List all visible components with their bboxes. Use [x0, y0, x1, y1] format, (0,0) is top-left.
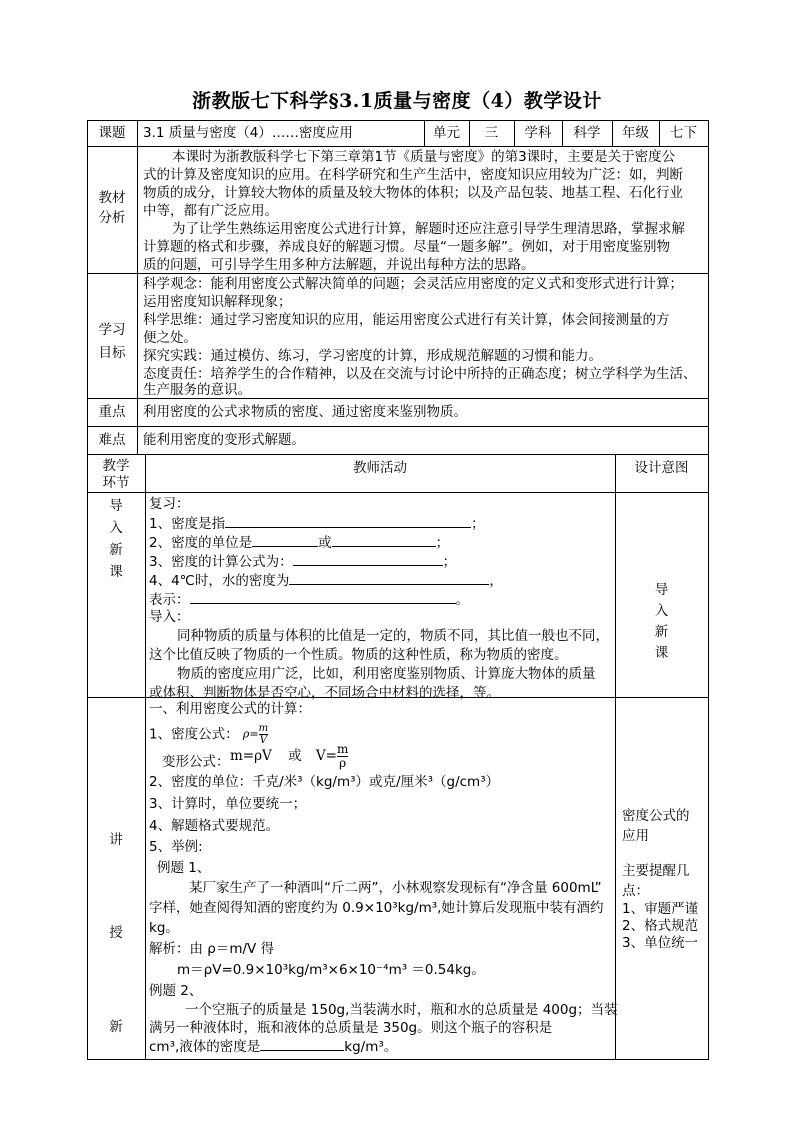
lead-line: 同种物质的质量与体积的比值是一定的，物质不同，其比值一般也不同，	[177, 628, 609, 644]
objectives-label-line1: 学习	[98, 322, 126, 338]
example1-title: 例题 1、	[157, 860, 211, 876]
objective-line: 便之处。	[143, 330, 197, 346]
analysis-line: 中等，都有广泛应用。	[143, 203, 278, 219]
intro-intent-char: 新	[654, 624, 669, 640]
intent-header: 设计意图	[634, 460, 689, 476]
analysis-line: 质的问题，可引导学生用多种方法解题，并说出每种方法的思路。	[143, 257, 535, 273]
unit-value: 三	[484, 125, 499, 141]
topic-label: 课题	[98, 125, 126, 141]
lecture-stage-char: 讲	[109, 832, 123, 848]
intro-intent-char: 导	[654, 582, 669, 598]
objectives-label-line2: 目标	[98, 345, 126, 361]
intro-intent-char: 课	[654, 645, 669, 661]
key-point-label: 重点	[98, 404, 126, 420]
analysis-label-line1: 教材	[98, 190, 126, 206]
intro-stage-char: 入	[109, 520, 123, 536]
objective-line: 态度责任：培养学生的合作精神，以及在交流与讨论中所持的正确态度；树立学科学为生活、	[143, 366, 697, 382]
analysis-line: 为了让学生熟练运用密度公式进行计算，解题时还应注意引导学生理清思路，掌握求解	[172, 221, 685, 237]
lecture-intent-line: 密度公式的	[622, 808, 690, 824]
note-line: 4、解题格式要规范。	[149, 818, 280, 834]
lead-line: 或体积、判断物体是否空心，不同场合中材料的选择，等。	[149, 685, 500, 701]
objective-line: 生产服务的意识。	[143, 382, 251, 398]
volume-fraction: $\frac{m}{\rho}$	[336, 742, 349, 770]
review-q3: 3、密度的计算公式为： ；	[149, 551, 456, 572]
solution-line: 解析：由 ρ＝m/V 得	[149, 941, 275, 957]
unit-label: 单元	[433, 125, 460, 141]
review-q4: 4、4℃时，水的密度为 ，	[149, 570, 503, 591]
lecture-intent-line: 应用	[622, 828, 649, 844]
intro-stage-char: 新	[109, 542, 123, 558]
stage-header-line1: 教学	[102, 458, 130, 474]
lead-line: 物质的密度应用广泛，比如，利用密度鉴别物质、计算庞大物体的质量	[177, 666, 596, 682]
difficulty-text: 能利用密度的变形式解题。	[143, 432, 305, 448]
review-q5: 表示： 。	[149, 589, 469, 610]
variant-formula: m=ρV 或 V= $\frac{m}{\rho}$	[230, 742, 349, 770]
grade-label: 年级	[622, 125, 649, 141]
remind-line: 主要提醒几	[622, 863, 690, 879]
intro-intent-char: 入	[654, 603, 669, 619]
review-title: 复习：	[149, 496, 190, 512]
key-point-text: 利用密度的公式求物质的密度、通过密度来鉴别物质。	[143, 404, 467, 420]
example2-title: 例题 2、	[149, 983, 203, 999]
page-title: 浙教版七下科学§3.1质量与密度（4）教学设计	[192, 90, 602, 112]
remind-line: 3、单位统一	[622, 935, 699, 951]
grade-value: 七下	[670, 125, 697, 141]
subject-value: 科学	[573, 125, 601, 141]
lead-title: 导入：	[149, 609, 190, 625]
lead-line: 这个比值反映了物质的一个性质。物质的这种性质，称为物质的密度。	[149, 647, 568, 663]
note-line: 5、举例:	[149, 839, 203, 855]
example2-line: cm³,液体的密度是 kg/m³。	[149, 1036, 397, 1057]
rho-symbol: ρ	[242, 727, 250, 741]
variant-formula-label: 变形公式：	[162, 754, 230, 770]
topic-value: 3.1 质量与密度（4）……密度应用	[143, 125, 353, 141]
example1-line: kg。	[149, 920, 179, 936]
intro-stage-char: 导	[109, 498, 123, 514]
objective-line: 运用密度知识解释现象；	[143, 294, 292, 310]
review-q2: 2、密度的单位是 或 ；	[149, 532, 449, 553]
lecture-stage-char: 新	[109, 1019, 123, 1035]
example2-line: 满另一种液体时，瓶和液体的总质量是 350g。则这个瓶子的容积是	[149, 1020, 553, 1036]
note-line: 3、计算时，单位要统一；	[149, 796, 307, 812]
remind-line: 1、审题严谨	[622, 901, 699, 917]
stage-header-line2: 环节	[102, 475, 130, 491]
analysis-line: 本课时为浙教版科学七下第三章第1节《质量与密度》的第3课时，主要是关于密度公	[172, 149, 676, 165]
example1-line: 字样，她查阅得知酒的密度约为 0.9×10³kg/m³,她计算后发现瓶中装有酒约	[149, 900, 604, 916]
remind-line: 2、格式规范	[622, 918, 699, 934]
objective-line: 科学思维：通过学习密度知识的应用，能运用密度公式进行有关计算，体会间接测量的方	[143, 312, 670, 328]
density-formula: 1、密度公式： ρ= $\frac{m}{V}$	[149, 723, 269, 746]
analysis-line: 物质的成分，计算较大物体的质量及较大物体的体积；以及产品包装、地基工程、石化行业	[143, 185, 683, 201]
lecture-section-title: 一、利用密度公式的计算：	[149, 701, 311, 717]
lecture-stage-char: 授	[109, 925, 123, 941]
density-fraction: $\frac{m}{V}$	[258, 723, 269, 746]
objective-line: 科学观念：能利用密度公式解决简单的问题；会灵活应用密度的定义式和变形式进行计算；	[143, 276, 683, 292]
unit-line: 2、密度的单位：千克/米³（kg/m³）或克/厘米³（g/cm³）	[149, 774, 500, 790]
difficulty-label: 难点	[98, 432, 126, 448]
remind-line: 点：	[622, 883, 649, 899]
analysis-label-line2: 分析	[98, 210, 126, 226]
subject-label: 学科	[524, 125, 552, 141]
solution-line: m＝ρV=0.9×10³kg/m³×6×10⁻⁴m³ ＝0.54kg。	[177, 962, 485, 978]
example2-line: 一个空瓶子的质量是 150g,当装满水时，瓶和水的总质量是 400g；当装	[185, 1002, 618, 1018]
objective-line: 探究实践：通过模仿、练习，学习密度的计算，形成规范解题的习惯和能力。	[143, 348, 602, 364]
analysis-line: 式的计算及密度知识的应用。在科学研究和生产生活中，密度知识应用较为广泛：如，判断	[143, 167, 683, 183]
example1-line: 某厂家生产了一种酒叫“斤二两”，小林观察发现标有“净含量 600mL”	[189, 880, 602, 896]
analysis-line: 计算题的格式和步骤，养成良好的解题习惯。尽量“一题多解”。例如，对于用密度鉴别物	[143, 239, 670, 255]
intro-stage-char: 课	[109, 564, 123, 580]
activity-header: 教师活动	[353, 460, 407, 476]
review-q1: 1、密度是指 ；	[149, 513, 485, 534]
